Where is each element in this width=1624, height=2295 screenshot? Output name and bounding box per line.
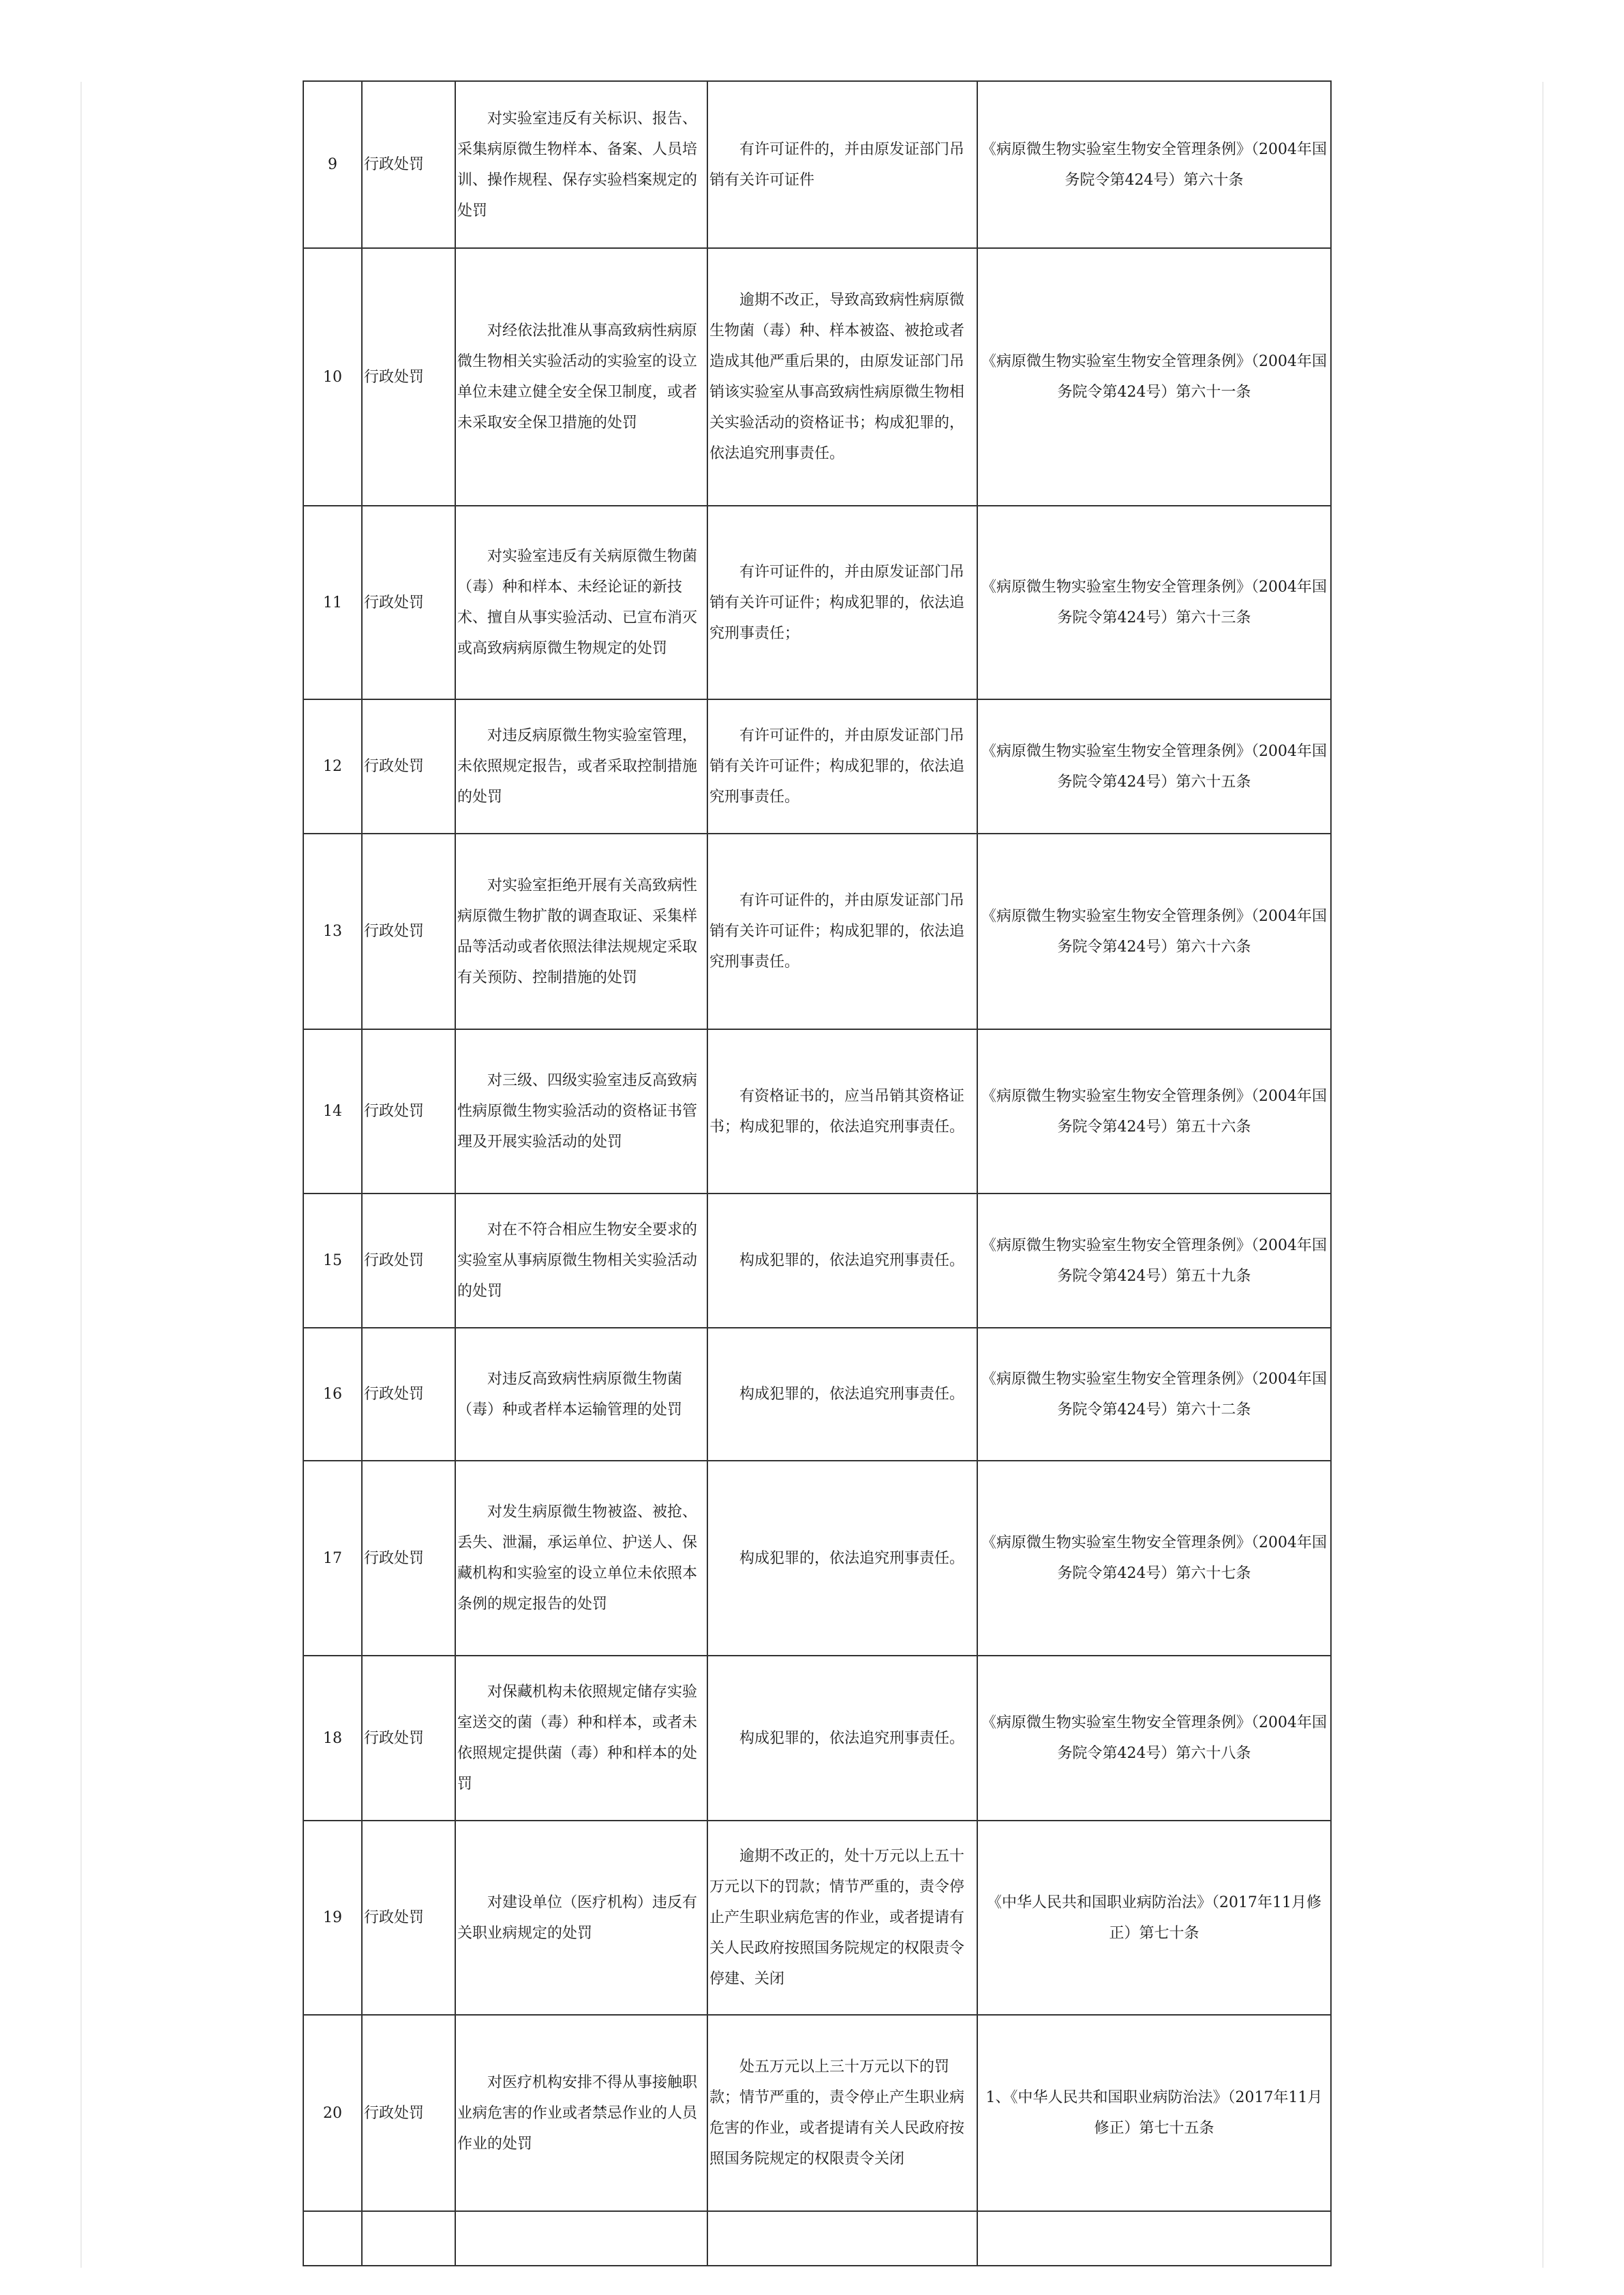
penalty-consequence: 构成犯罪的，依法追究刑事责任。 <box>707 1461 977 1656</box>
row-number: 14 <box>303 1029 362 1194</box>
table-row <box>303 1194 1331 1328</box>
row-number: 10 <box>303 248 362 506</box>
penalty-consequence: 有许可证件的，并由原发证部门吊销有关许可证件；构成犯罪的，依法追究刑事责任； <box>707 506 977 699</box>
table-row <box>303 1656 1331 1821</box>
penalty-content <box>455 2211 707 2266</box>
table-row <box>303 2211 1331 2266</box>
row-number: 18 <box>303 1656 362 1821</box>
penalty-content: 对实验室违反有关标识、报告、采集病原微生物样本、备案、人员培训、操作规程、保存实验档案规定的处罚 <box>455 81 707 248</box>
row-number: 16 <box>303 1328 362 1461</box>
legal-basis: 《病原微生物实验室生物安全管理条例》（2004年国务院令第424号）第六十一条 <box>977 248 1331 506</box>
penalty-type: 行政处罚 <box>362 1194 455 1328</box>
penalty-table <box>303 80 1332 2266</box>
row-number: 15 <box>303 1194 362 1328</box>
table-row <box>303 699 1331 834</box>
penalty-consequence: 构成犯罪的，依法追究刑事责任。 <box>707 1328 977 1461</box>
table-row <box>303 81 1331 248</box>
penalty-type: 行政处罚 <box>362 834 455 1029</box>
penalty-consequence: 有资格证书的，应当吊销其资格证书；构成犯罪的，依法追究刑事责任。 <box>707 1029 977 1194</box>
penalty-content: 对违反病原微生物实验室管理，未依照规定报告，或者采取控制措施的处罚 <box>455 699 707 834</box>
penalty-consequence: 构成犯罪的，依法追究刑事责任。 <box>707 1194 977 1328</box>
table-row <box>303 506 1331 699</box>
penalty-content: 对发生病原微生物被盗、被抢、丢失、泄漏，承运单位、护送人、保藏机构和实验室的设立单位未依照本条例的规定报告的处罚 <box>455 1461 707 1656</box>
penalty-consequence: 有许可证件的，并由原发证部门吊销有关许可证件；构成犯罪的，依法追究刑事责任。 <box>707 699 977 834</box>
penalty-type: 行政处罚 <box>362 506 455 699</box>
legal-basis: 《病原微生物实验室生物安全管理条例》（2004年国务院令第424号）第六十三条 <box>977 506 1331 699</box>
legal-basis: 《病原微生物实验室生物安全管理条例》（2004年国务院令第424号）第六十五条 <box>977 699 1331 834</box>
penalty-content: 对保藏机构未依照规定储存实验室送交的菌（毒）种和样本，或者未依照规定提供菌（毒）种和样本的处罚 <box>455 1656 707 1821</box>
penalty-type: 行政处罚 <box>362 2015 455 2211</box>
penalty-type: 行政处罚 <box>362 248 455 506</box>
legal-basis: 1、《中华人民共和国职业病防治法》（2017年11月修正）第七十五条 <box>977 2015 1331 2211</box>
row-number: 11 <box>303 506 362 699</box>
legal-basis: 《病原微生物实验室生物安全管理条例》（2004年国务院令第424号）第六十六条 <box>977 834 1331 1029</box>
page-left-edge <box>80 82 82 2268</box>
penalty-content: 对建设单位（医疗机构）违反有关职业病规定的处罚 <box>455 1821 707 2015</box>
legal-basis: 《病原微生物实验室生物安全管理条例》（2004年国务院令第424号）第六十七条 <box>977 1461 1331 1656</box>
legal-basis: 《病原微生物实验室生物安全管理条例》（2004年国务院令第424号）第六十八条 <box>977 1656 1331 1821</box>
penalty-type: 行政处罚 <box>362 1461 455 1656</box>
page-right-edge <box>1542 82 1544 2268</box>
penalty-consequence: 有许可证件的，并由原发证部门吊销有关许可证件；构成犯罪的，依法追究刑事责任。 <box>707 834 977 1029</box>
penalty-content: 对医疗机构安排不得从事接触职业病危害的作业或者禁忌作业的人员作业的处罚 <box>455 2015 707 2211</box>
penalty-type: 行政处罚 <box>362 1821 455 2015</box>
legal-basis <box>977 2211 1331 2266</box>
table-row <box>303 834 1331 1029</box>
penalty-content: 对违反高致病性病原微生物菌（毒）种或者样本运输管理的处罚 <box>455 1328 707 1461</box>
legal-basis: 《病原微生物实验室生物安全管理条例》（2004年国务院令第424号）第五十六条 <box>977 1029 1331 1194</box>
row-number <box>303 2211 362 2266</box>
penalty-consequence: 有许可证件的，并由原发证部门吊销有关许可证件 <box>707 81 977 248</box>
penalty-consequence: 逾期不改正，导致高致病性病原微生物菌（毒）种、样本被盗、被抢或者造成其他严重后果的，由原发证部门吊销该实验室从事高致病性病原微生物相关实验活动的资格证书；构成犯罪的，依法追究刑事责任。 <box>707 248 977 506</box>
legal-basis: 《病原微生物实验室生物安全管理条例》（2004年国务院令第424号）第六十二条 <box>977 1328 1331 1461</box>
penalty-content: 对在不符合相应生物安全要求的实验室从事病原微生物相关实验活动的处罚 <box>455 1194 707 1328</box>
legal-basis: 《中华人民共和国职业病防治法》（2017年11月修正）第七十条 <box>977 1821 1331 2015</box>
legal-basis: 《病原微生物实验室生物安全管理条例》（2004年国务院令第424号）第五十九条 <box>977 1194 1331 1328</box>
penalty-type: 行政处罚 <box>362 81 455 248</box>
penalty-content: 对实验室违反有关病原微生物菌（毒）种和样本、未经论证的新技术、擅自从事实验活动、已宣布消灭或高致病病原微生物规定的处罚 <box>455 506 707 699</box>
table-row <box>303 1461 1331 1656</box>
penalty-type: 行政处罚 <box>362 699 455 834</box>
legal-basis: 《病原微生物实验室生物安全管理条例》（2004年国务院令第424号）第六十条 <box>977 81 1331 248</box>
row-number: 12 <box>303 699 362 834</box>
penalty-consequence <box>707 2211 977 2266</box>
table-row <box>303 2015 1331 2211</box>
row-number: 17 <box>303 1461 362 1656</box>
penalty-consequence: 处五万元以上三十万元以下的罚款；情节严重的，责令停止产生职业病危害的作业，或者提请有关人民政府按照国务院规定的权限责令关闭 <box>707 2015 977 2211</box>
penalty-consequence: 构成犯罪的，依法追究刑事责任。 <box>707 1656 977 1821</box>
table-row <box>303 1821 1331 2015</box>
table-row <box>303 248 1331 506</box>
penalty-content: 对三级、四级实验室违反高致病性病原微生物实验活动的资格证书管理及开展实验活动的处罚 <box>455 1029 707 1194</box>
table-row <box>303 1328 1331 1461</box>
row-number: 20 <box>303 2015 362 2211</box>
table-row <box>303 1029 1331 1194</box>
penalty-type <box>362 2211 455 2266</box>
penalty-type: 行政处罚 <box>362 1328 455 1461</box>
penalty-content: 对经依法批准从事高致病性病原微生物相关实验活动的实验室的设立单位未建立健全安全保卫制度，或者未采取安全保卫措施的处罚 <box>455 248 707 506</box>
row-number: 19 <box>303 1821 362 2015</box>
penalty-type: 行政处罚 <box>362 1029 455 1194</box>
penalty-type: 行政处罚 <box>362 1656 455 1821</box>
penalty-content: 对实验室拒绝开展有关高致病性病原微生物扩散的调查取证、采集样品等活动或者依照法律法规规定采取有关预防、控制措施的处罚 <box>455 834 707 1029</box>
row-number: 13 <box>303 834 362 1029</box>
penalty-consequence: 逾期不改正的，处十万元以上五十万元以下的罚款；情节严重的，责令停止产生职业病危害的作业，或者提请有关人民政府按照国务院规定的权限责令停建、关闭 <box>707 1821 977 2015</box>
row-number: 9 <box>303 81 362 248</box>
